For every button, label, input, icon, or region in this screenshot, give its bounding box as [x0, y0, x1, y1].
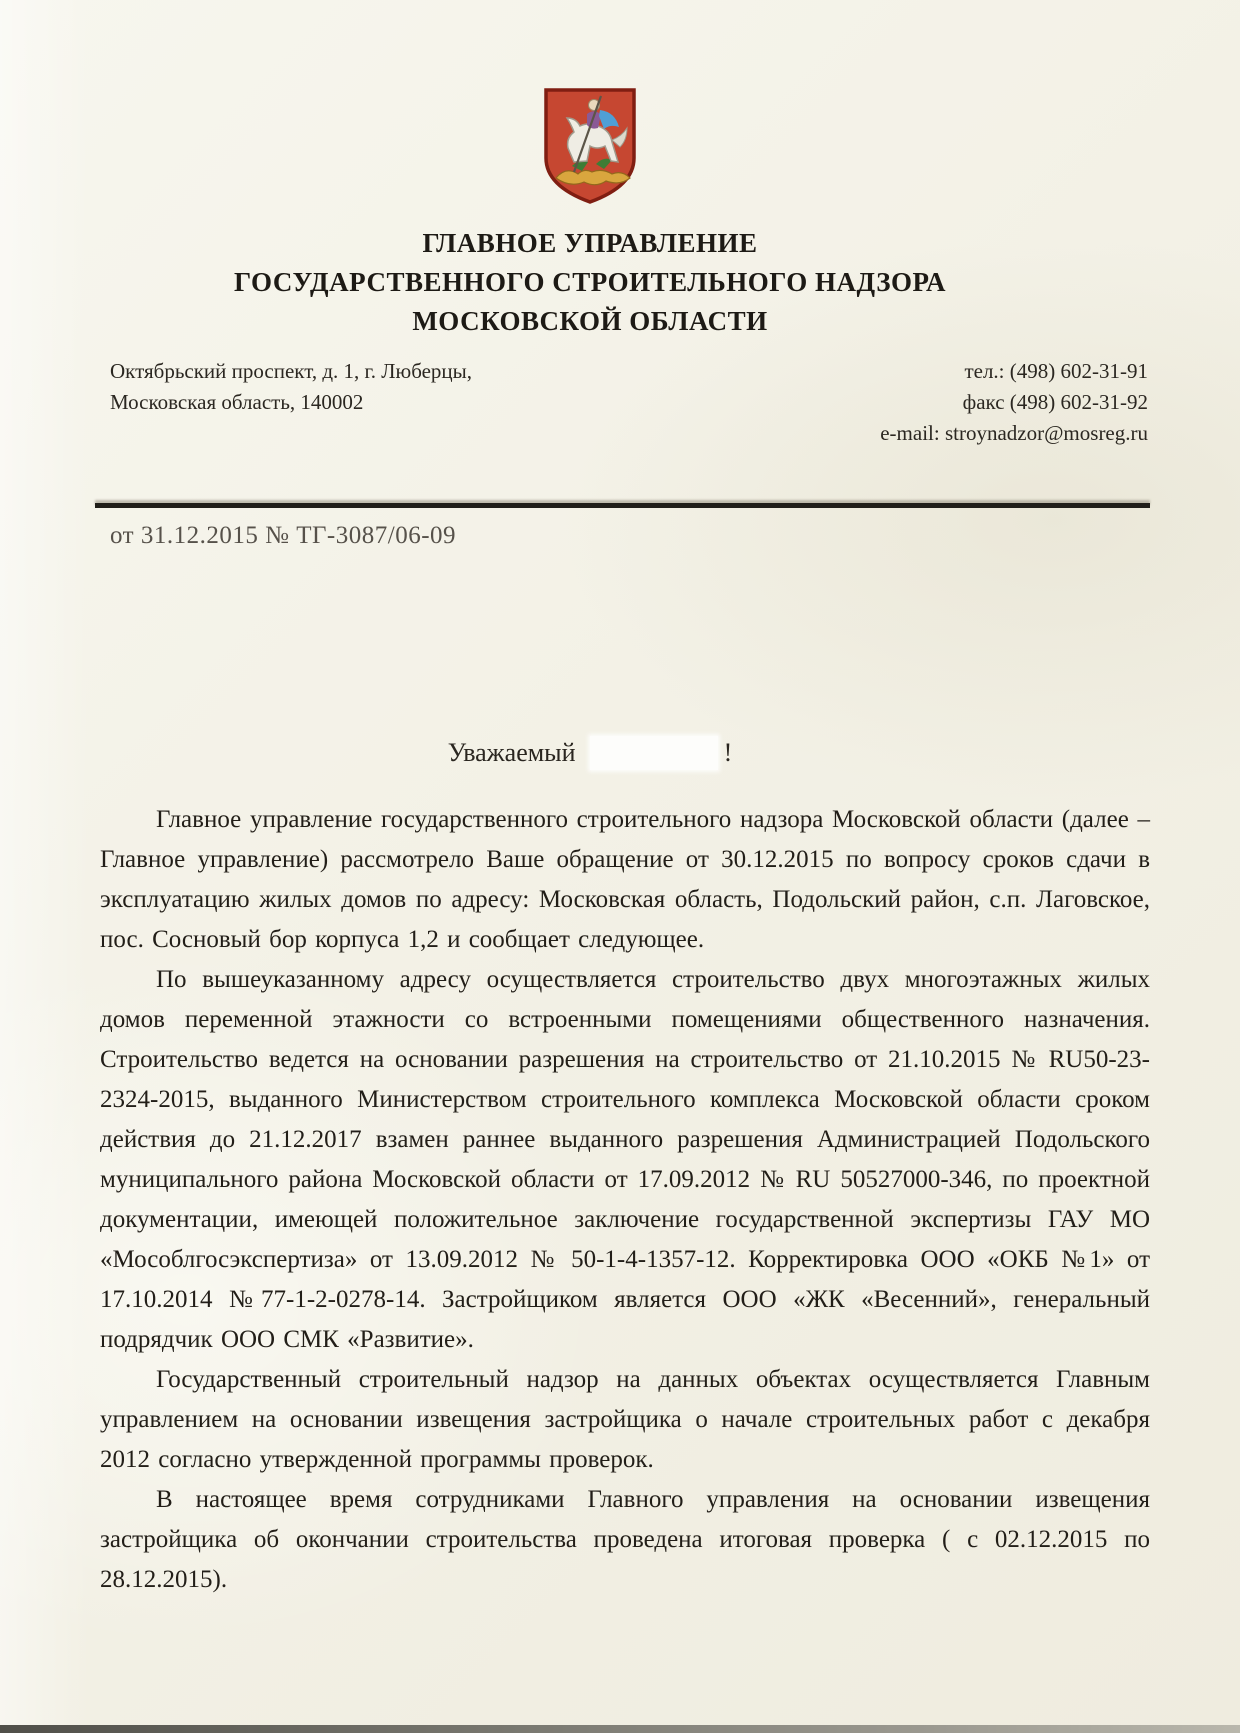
redacted-name-box — [590, 736, 718, 770]
body-paragraph: По вышеуказанному адресу осуществляется строительство двух многоэтажных жилых домов переменной этажности со встроенными помещениями общественного назначения. Строительство ведется на основании разрешения на строительство от 21.10.2015 № RU50-23-2324-2015, выданного Министерством строительного комплекса Московской области сроком действия до 21.12.2017 взамен раннее выданного разрешения Администрацией Подольского муниципального района Московской области от 17.09.2012 № RU 50527000-346, по проектной документации, имеющей положительное заключение государственной экспертизы ГАУ МО «Мособлгосэкспертиза» от 13.09.2012 № 50-1-4-1357-12. Корректировка ООО «ОКБ №1» от 17.10.2014 №77-1-2-0278-14. Застройщиком является ООО «ЖК «Весенний», генеральный подрядчик ООО СМК «Развитие». — [100, 966, 1150, 1353]
moscow-oblast-coat-of-arms-icon — [538, 84, 642, 208]
letterhead-divider — [95, 503, 1150, 508]
contact-block — [880, 356, 1148, 449]
fax-line: факс (498) 602-31-92 — [962, 390, 1148, 414]
body-paragraph: В настоящее время сотрудниками Главного управления на основании извещения застройщика об окончании строительства проведена итоговая проверка ( с 02.12.2015 по 28.12.2015). — [100, 1486, 1150, 1593]
email-line: e-mail: stroynadzor@mosreg.ru — [880, 421, 1148, 445]
org-title-line2: ГОСУДАРСТВЕННОГО СТРОИТЕЛЬНОГО НАДЗОРА — [233, 267, 947, 297]
reference-number: от 31.12.2015 № ТГ-3087/06-09 — [110, 522, 457, 549]
letter-body — [100, 800, 1150, 1600]
org-title — [90, 224, 1090, 341]
scan-light-edge — [0, 0, 90, 1733]
address-line2: Московская область, 140002 — [110, 390, 364, 414]
salutation-line — [90, 736, 1090, 768]
body-paragraph: Главное управление государственного строительного надзора Московской области (далее – Главное управление) рассмотрело Ваше обращение от 30.12.2015 по вопросу сроков сдачи в эксплуатацию жилых домов по адресу: Московская область, Подольский район, с.п. Лаговское, пос. Сосновый бор корпуса 1,2 и сообщает следующее. — [100, 806, 1150, 953]
address-line1: Октябрьский проспект, д. 1, г. Люберцы, — [110, 359, 473, 383]
salutation-exclamation: ! — [723, 738, 733, 767]
phone-line: тел.: (498) 602-31-91 — [964, 359, 1148, 383]
scan-bottom-edge — [0, 1725, 1240, 1733]
body-paragraph: Государственный строительный надзор на данных объектах осуществляется Главным управлением на основании извещения застройщика о начале строительных работ с декабря 2012 согласно утвержденной программы проверок. — [100, 1366, 1150, 1473]
org-title-line1: ГЛАВНОЕ УПРАВЛЕНИЕ — [422, 228, 758, 258]
salutation-prefix: Уважаемый — [447, 738, 576, 767]
org-title-line3: МОСКОВСКОЙ ОБЛАСТИ — [412, 306, 768, 336]
address-block — [110, 356, 472, 418]
